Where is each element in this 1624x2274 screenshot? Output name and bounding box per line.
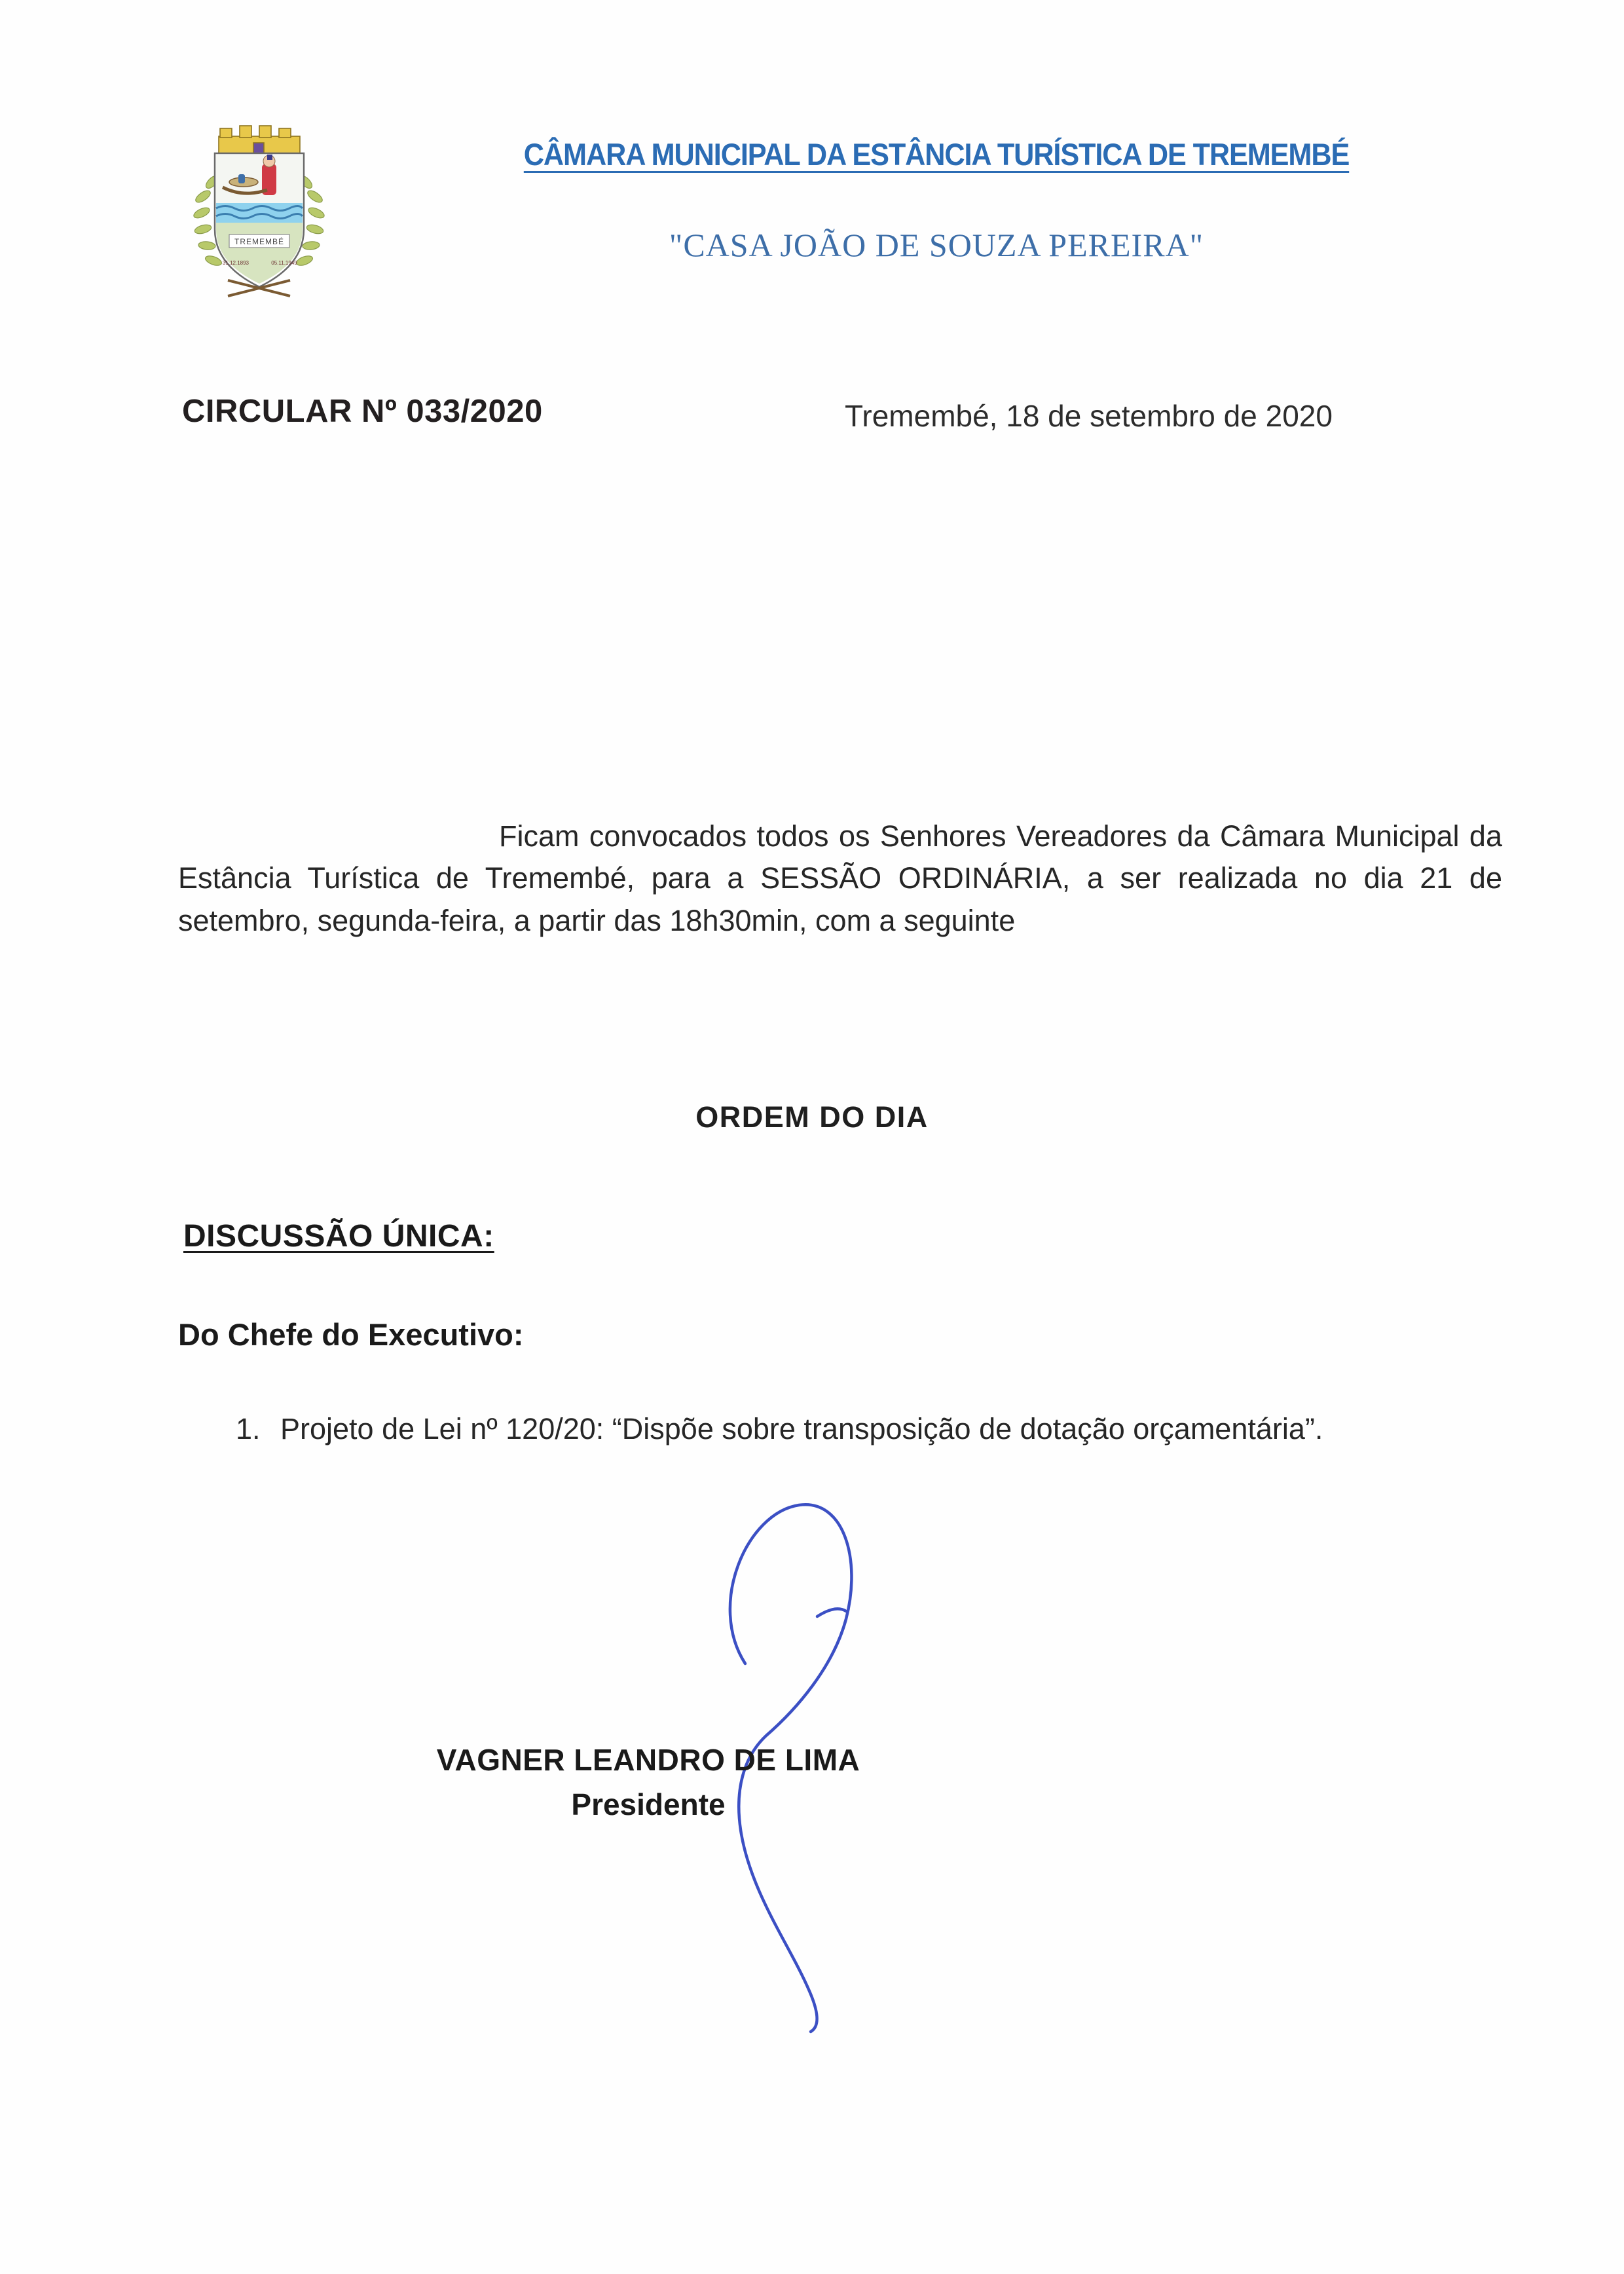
circular-number: CIRCULAR Nº 033/2020 bbox=[182, 394, 543, 429]
signatory-name: VAGNER LEANDRO DE LIMA bbox=[436, 1743, 860, 1777]
list-item: 1. Projeto de Lei nº 120/20: “Dispõe sobre transposição de dotação orçamentária”. bbox=[268, 1408, 1552, 1450]
convocation-paragraph bbox=[178, 815, 1502, 942]
institution-subtitle: "CASA JOÃO DE SOUZA PEREIRA" bbox=[669, 227, 1204, 263]
svg-text:31.12.1893: 31.12.1893 bbox=[222, 260, 249, 266]
section-title-ordem-do-dia: ORDEM DO DIA bbox=[695, 1100, 929, 1134]
document-header bbox=[0, 111, 1624, 347]
signatory-role: Presidente bbox=[571, 1787, 726, 1821]
convocation-text: Ficam convocados todos os Senhores Vereadores da Câmara Municipal da Estância Turística de Tremembé, para a SESSÃO ORDINÁRIA, a ser realizada no dia 21 de setembro, segunda-feira, a partir das 18h30min, com a seguinte bbox=[178, 819, 1502, 937]
discussion-label: DISCUSSÃO ÚNICA: bbox=[183, 1219, 494, 1254]
svg-text:05.11.1949: 05.11.1949 bbox=[271, 260, 297, 266]
origin-label: Do Chefe do Executivo: bbox=[178, 1317, 524, 1352]
institution-title: CÂMARA MUNICIPAL DA ESTÂNCIA TURÍSTICA DE TREMEMBÉ bbox=[523, 137, 1350, 172]
svg-text:TREMEMBÉ: TREMEMBÉ bbox=[234, 237, 285, 246]
agenda-item-list bbox=[216, 1408, 1552, 1450]
place-and-date: Tremembé, 18 de setembro de 2020 bbox=[845, 399, 1333, 433]
coat-of-arms-icon bbox=[189, 124, 329, 321]
